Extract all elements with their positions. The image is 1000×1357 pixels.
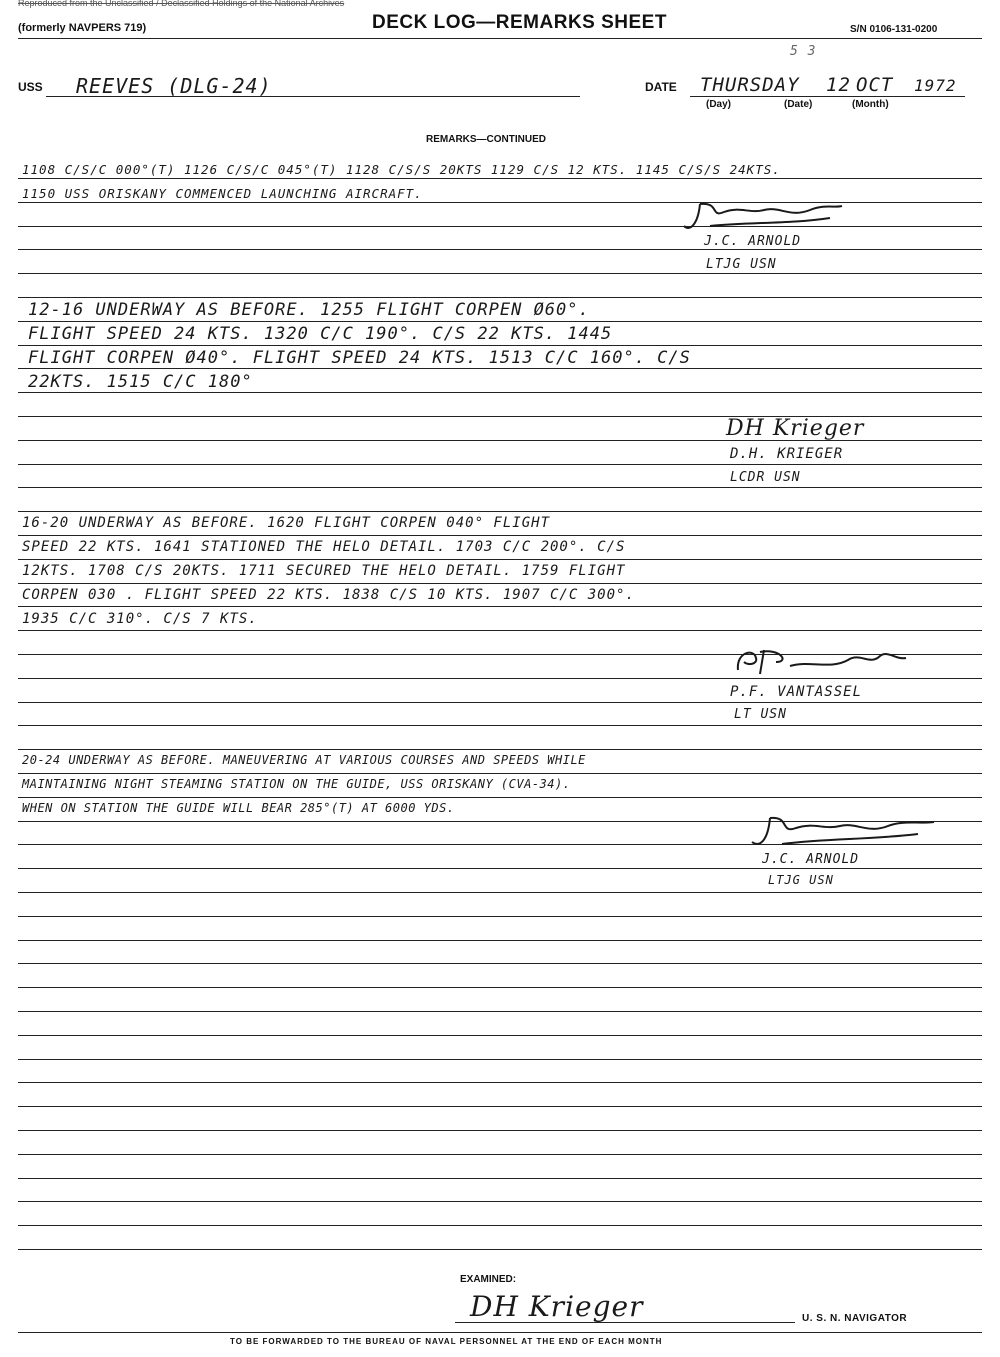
ruled-line <box>18 559 982 560</box>
ruled-line <box>18 1130 982 1131</box>
footer-rule <box>18 1332 982 1333</box>
watch-2-line-1: 12-16 UNDERWAY AS BEFORE. 1255 FLIGHT CORPEN Ø60°. <box>28 300 590 320</box>
ruled-line <box>18 1082 982 1083</box>
ruled-line <box>18 535 982 536</box>
watch-4-signature <box>748 812 938 852</box>
date-underline <box>690 96 965 97</box>
ruled-line <box>18 392 982 393</box>
forwarding-note: TO BE FORWARDED TO THE BUREAU OF NAVAL PERSONNEL AT THE END OF EACH MONTH <box>230 1337 663 1346</box>
examined-label: EXAMINED: <box>460 1274 517 1285</box>
ruled-line <box>18 1249 982 1250</box>
watch-2-line-3: FLIGHT CORPEN Ø40°. FLIGHT SPEED 24 KTS. 1513 C/C 160°. C/S <box>28 348 691 368</box>
ship-underline <box>46 96 580 97</box>
ruled-line <box>18 1178 982 1179</box>
watch-2-signature: DH Krieger <box>726 416 865 441</box>
date-caption: (Date) <box>784 99 813 110</box>
ruled-line <box>18 940 982 941</box>
ruled-line <box>18 178 982 179</box>
watch-4-line-2: MAINTAINING NIGHT STEAMING STATION ON THE GUIDE, USS ORISKANY (CVA-34). <box>22 777 571 791</box>
ruled-line <box>18 725 982 726</box>
ruled-line <box>18 368 982 369</box>
ruled-line <box>18 1106 982 1107</box>
watch-4-line-1: 20-24 UNDERWAY AS BEFORE. MANEUVERING AT VARIOUS COURSES AND SPEEDS WHILE <box>22 753 586 767</box>
form-title: DECK LOG—REMARKS SHEET <box>372 12 667 33</box>
watch-1-line-2: 1150 USS ORISKANY COMMENCED LAUNCHING AIRCRAFT. <box>22 186 423 201</box>
ruled-line <box>18 1059 982 1060</box>
ruled-line <box>18 297 982 298</box>
watch-1-signer-rank: LTJG USN <box>706 257 777 272</box>
ruled-line <box>18 487 982 488</box>
examiner-signature: DH Krieger <box>470 1290 644 1323</box>
date-day: THURSDAY <box>700 74 800 96</box>
date-label: DATE <box>645 80 677 94</box>
watch-2-line-4: 22KTS. 1515 C/C 180° <box>28 372 253 392</box>
ruled-line <box>18 963 982 964</box>
ship-prefix: USS <box>18 80 43 94</box>
corner-mark: 5 3 <box>790 44 817 59</box>
ruled-line <box>18 606 982 607</box>
ruled-line <box>18 345 982 346</box>
ruled-line <box>18 1035 982 1036</box>
watch-2-signer-rank: LCDR USN <box>730 470 801 485</box>
watch-3-line-4: CORPEN 030 . FLIGHT SPEED 22 KTS. 1838 C/S 10 KTS. 1907 C/C 300°. <box>22 587 635 603</box>
date-month: OCT <box>856 74 894 96</box>
ruled-line <box>18 987 982 988</box>
ruled-line <box>18 464 982 465</box>
ruled-line <box>18 511 982 512</box>
watch-4-line-3: WHEN ON STATION THE GUIDE WILL BEAR 285°(T) AT 6000 YDS. <box>22 801 455 815</box>
ruled-line <box>18 797 982 798</box>
ruled-line <box>18 702 982 703</box>
ruled-line <box>18 1011 982 1012</box>
watch-3-signer-rank: LT USN <box>734 707 787 722</box>
ruled-line <box>18 749 982 750</box>
ruled-line <box>18 630 982 631</box>
ruled-line <box>18 1225 982 1226</box>
date-date: 12 <box>826 74 851 96</box>
ruled-line <box>18 1201 982 1202</box>
watch-3-line-3: 12KTS. 1708 C/S 20KTS. 1711 SECURED THE HELO DETAIL. 1759 FLIGHT <box>22 563 626 579</box>
ruled-line <box>18 249 982 250</box>
archive-stamp: Reproduced from the Unclassified / Declassified Holdings of the National Archives <box>18 0 345 8</box>
day-caption: (Day) <box>706 99 732 110</box>
ruled-line <box>18 321 982 322</box>
watch-4-signer-name: J.C. ARNOLD <box>762 852 860 867</box>
stock-number: S/N 0106-131-0200 <box>850 24 938 35</box>
header-rule <box>18 38 982 39</box>
watch-3-line-1: 16-20 UNDERWAY AS BEFORE. 1620 FLIGHT CORPEN 040° FLIGHT <box>22 515 551 531</box>
ruled-line <box>18 583 982 584</box>
month-caption: (Month) <box>852 99 889 110</box>
watch-1-signer-name: J.C. ARNOLD <box>704 234 802 249</box>
watch-3-line-5: 1935 C/C 310°. C/S 7 KTS. <box>22 611 258 627</box>
ruled-line <box>18 1154 982 1155</box>
ruled-line <box>18 868 982 869</box>
watch-4-signer-rank: LTJG USN <box>768 873 834 887</box>
watch-1-signature <box>680 196 850 236</box>
examiner-title: U. S. N. NAVIGATOR <box>802 1313 908 1324</box>
watch-3-line-2: SPEED 22 KTS. 1641 STATIONED THE HELO DETAIL. 1703 C/C 200°. C/S <box>22 539 626 555</box>
ruled-line <box>18 892 982 893</box>
watch-3-signature <box>730 642 910 680</box>
ruled-line <box>18 916 982 917</box>
date-year: 1972 <box>914 76 957 95</box>
former-designation: (formerly NAVPERS 719) <box>18 22 147 34</box>
watch-3-signer-name: P.F. VANTASSEL <box>730 684 863 700</box>
examiner-signature-line <box>455 1322 795 1323</box>
watch-2-signer-name: D.H. KRIEGER <box>730 446 844 462</box>
watch-1-line-1: 1108 C/S/C 000°(T) 1126 C/S/C 045°(T) 1128 C/S/S 20KTS 1129 C/S 12 KTS. 1145 C/S/S 24KTS. <box>22 162 781 177</box>
ruled-line <box>18 273 982 274</box>
ruled-line <box>18 773 982 774</box>
ship-name: REEVES (DLG-24) <box>76 74 272 98</box>
remarks-heading: REMARKS—CONTINUED <box>426 134 546 145</box>
watch-2-line-2: FLIGHT SPEED 24 KTS. 1320 C/C 190°. C/S 22 KTS. 1445 <box>28 324 613 344</box>
